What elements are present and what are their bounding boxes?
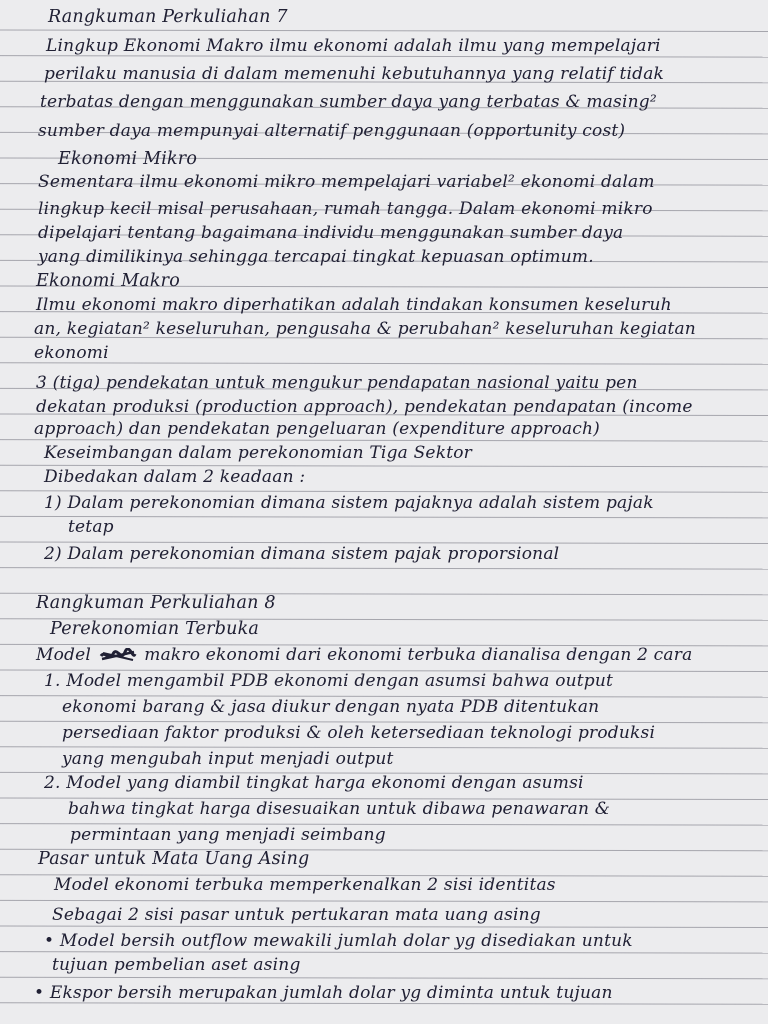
note-line: dipelajari tentang bagaimana individu menggunakan sumber daya	[38, 223, 624, 243]
list-item: 1. Model mengambil PDB ekonomi dengan asumsi bahwa output	[44, 671, 614, 691]
note-line: ekonomi	[34, 343, 109, 363]
list-item-continued: permintaan yang menjadi seimbang	[70, 825, 386, 845]
list-item: 2) Dalam perekonomian dimana sistem pajak proporsional	[44, 544, 560, 564]
list-item-continued: yang mengubah input menjadi output	[62, 749, 394, 769]
note-line: Dibedakan dalam 2 keadaan :	[44, 467, 306, 487]
note-text: Model	[36, 645, 92, 665]
subheading-pasar-mata-uang: Pasar untuk Mata Uang Asing	[38, 849, 310, 869]
note-line: 3 (tiga) pendekatan untuk mengukur pendapatan nasional yaitu pen	[36, 373, 638, 393]
list-item: 1) Dalam perekonomian dimana sistem pajaknya adalah sistem pajak	[44, 493, 654, 513]
note-line: an, kegiatan² keseluruhan, pengusaha & perubahan² keseluruhan kegiatan	[34, 319, 696, 339]
note-line: sumber daya mempunyai alternatif penggunaan (opportunity cost)	[38, 121, 626, 141]
crossed-out-word	[99, 648, 137, 664]
bullet-item: • Model bersih outflow mewakili jumlah dolar yg disediakan untuk	[44, 931, 633, 951]
bullet-item: • Ekspor bersih merupakan jumlah dolar yg diminta untuk tujuan	[34, 983, 613, 1003]
note-line: Ilmu ekonomi makro diperhatikan adalah tindakan konsumen keseluruh	[36, 295, 672, 315]
subheading-ekonomi-makro: Ekonomi Makro	[36, 271, 180, 291]
note-line: dekatan produksi (production approach), pendekatan pendapatan (income	[36, 397, 693, 417]
note-text: makro ekonomi dari ekonomi terbuka dianalisa dengan 2 cara	[144, 645, 693, 665]
heading-rangkuman-7: Rangkuman Perkuliahan 7	[48, 7, 288, 27]
subheading-perekonomian-terbuka: Perekonomian Terbuka	[50, 619, 260, 639]
bullet-item-continued: tujuan pembelian aset asing	[52, 955, 301, 975]
list-item-continued: persediaan faktor produksi & oleh ketersediaan teknologi produksi	[62, 723, 656, 743]
note-line: Model ekonomi terbuka memperkenalkan 2 sisi identitas	[54, 875, 556, 895]
list-item-continued: bahwa tingkat harga disesuaikan untuk dibawa penawaran &	[68, 799, 611, 819]
note-line-model	[36, 644, 692, 666]
note-line: lingkup kecil misal perusahaan, rumah tangga. Dalam ekonomi mikro	[38, 199, 653, 219]
note-line: Keseimbangan dalam perekonomian Tiga Sektor	[44, 443, 472, 463]
heading-rangkuman-8: Rangkuman Perkuliahan 8	[36, 593, 276, 613]
note-line: perilaku manusia di dalam memenuhi kebutuhannya yang relatif tidak	[44, 64, 665, 84]
list-item: 2. Model yang diambil tingkat harga ekonomi dengan asumsi	[44, 773, 584, 793]
list-item-continued: ekonomi barang & jasa diukur dengan nyata PDB ditentukan	[62, 697, 600, 717]
note-line: Sementara ilmu ekonomi mikro mempelajari variabel² ekonomi dalam	[38, 172, 655, 192]
note-line: Sebagai 2 sisi pasar untuk pertukaran mata uang asing	[52, 905, 541, 925]
subheading-ekonomi-mikro: Ekonomi Mikro	[58, 149, 198, 169]
note-line: yang dimilikinya sehingga tercapai tingkat kepuasan optimum.	[38, 247, 594, 267]
note-line: approach) dan pendekatan pengeluaran (expenditure approach)	[34, 419, 600, 439]
note-line: terbatas dengan menggunakan sumber daya yang terbatas & masing²	[40, 92, 657, 112]
note-line: Lingkup Ekonomi Makro ilmu ekonomi adalah ilmu yang mempelajari	[46, 36, 661, 56]
list-item-continued: tetap	[68, 517, 114, 537]
